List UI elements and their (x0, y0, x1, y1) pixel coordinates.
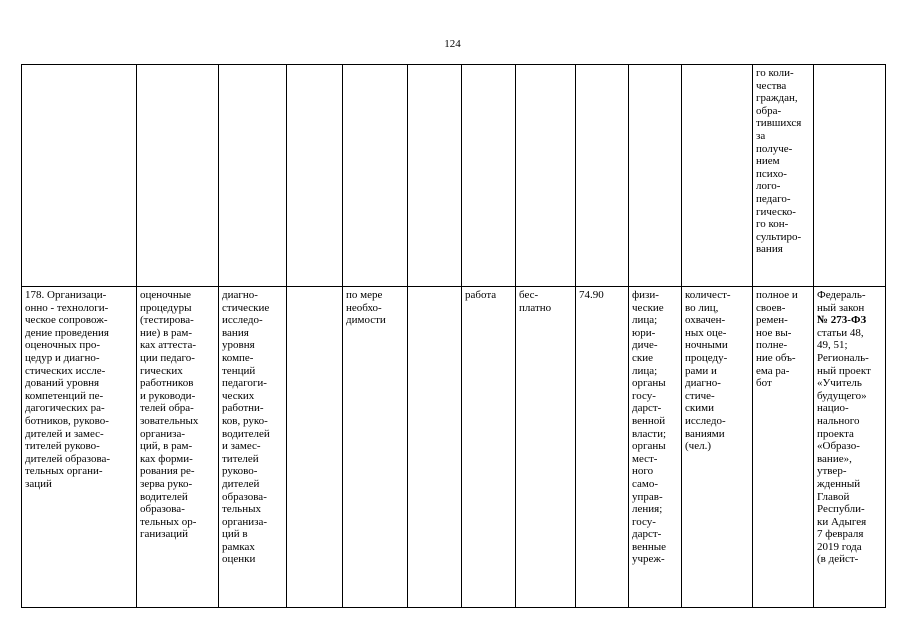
cell-text-line: Федераль- (817, 289, 866, 301)
cell-text-line: работни- (222, 402, 264, 415)
table-cell (814, 287, 886, 608)
cell-text-line: по мере (346, 289, 383, 301)
cell-text-line: будущего» (817, 389, 867, 402)
cell-text-line: ческое сопровож- (25, 314, 108, 327)
cell-text-line: физи- (632, 289, 659, 301)
table-cell (287, 65, 343, 287)
cell-text-line: чества (756, 79, 787, 92)
cell-text-line: психо- (756, 167, 787, 180)
document-table (21, 64, 886, 608)
table-cell (682, 65, 753, 287)
cell-text-line: заций (25, 477, 52, 490)
cell-text-line: платно (519, 301, 552, 314)
cell-text-line: утвер- (817, 465, 847, 478)
cell-text-line: ние) в рам- (140, 326, 193, 339)
cell-text-line: диче- (632, 339, 658, 352)
cell-text-line: дителей образова- (25, 452, 111, 465)
table-cell (814, 65, 886, 287)
cell-text-line: (тестирова- (140, 314, 194, 327)
cell-text-line: 49, 51; (817, 339, 848, 352)
table-cell (287, 287, 343, 608)
cell-text-line: оценочные (140, 289, 192, 301)
cell-text-line: ций в (222, 528, 248, 541)
cell-text-line: венные (632, 540, 667, 553)
cell-text-line: дителей (222, 477, 260, 490)
cell-text-line: водителей (222, 427, 270, 440)
cell-text-line: образова- (140, 503, 185, 516)
cell-text-line: сультиро- (756, 230, 802, 243)
table-cell (219, 287, 287, 608)
cell-text-line: работников (140, 377, 194, 390)
cell-text-line: нием (756, 155, 780, 168)
cell-text-line: ций, в рам- (140, 440, 193, 453)
cell-text-line: ремен- (756, 314, 788, 327)
cell-text-line: стические (222, 301, 270, 314)
cell-text-line: нального (817, 414, 860, 427)
table-cell (462, 287, 516, 608)
table-row (22, 65, 886, 287)
cell-text-line: стических иссле- (25, 364, 106, 377)
cell-text-line: и замес- (222, 440, 261, 453)
table-cell (516, 65, 576, 287)
cell-text-line: рамках (222, 540, 255, 553)
cell-text-line: управ- (632, 490, 663, 503)
cell-text-line: полное и (756, 289, 798, 301)
cell-text-line: органы (632, 377, 666, 390)
cell-text-line: педаго- (756, 192, 791, 205)
table-cell (22, 287, 137, 608)
cell-text-line: своев- (756, 301, 786, 314)
cell-text-line: Региональ- (817, 351, 869, 364)
cell-text-line: организа- (222, 515, 268, 528)
cell-text-line: организа- (140, 427, 186, 440)
cell-text-line: исследо- (222, 314, 263, 327)
cell-text-line: лица; (632, 364, 658, 377)
cell-text-line: ки Адыгея (817, 515, 867, 528)
cell-text-line: бот (756, 377, 772, 390)
cell-text-line: ческих (222, 389, 255, 402)
cell-text-line: количест- (685, 289, 731, 301)
cell-text-line: бес- (519, 289, 539, 301)
cell-text-line: 178. Организаци- (25, 289, 107, 301)
cell-text-line: органы (632, 440, 666, 453)
cell-text-line: 2019 года (817, 540, 862, 553)
cell-text-line: процедуры (140, 301, 192, 314)
cell-text-line: тельных (222, 503, 261, 516)
cell-text-line: рами и (685, 364, 717, 377)
cell-text-line: компетенций пе- (25, 389, 104, 402)
cell-text-line: необхо- (346, 301, 382, 314)
table-cell (408, 65, 462, 287)
cell-text-line: гическо- (756, 205, 796, 218)
cell-text-line: стиче- (685, 389, 715, 402)
cell-text-line: ках форми- (140, 452, 193, 465)
cell-text-line: (в дейст- (817, 553, 859, 566)
cell-text-line: зовательных (140, 414, 199, 427)
cell-text-line: ема ра- (756, 364, 790, 377)
cell-text-line: рования ре- (140, 465, 195, 478)
cell-text-line: исследо- (685, 414, 726, 427)
cell-text-line: проекта (817, 427, 854, 440)
cell-text-line: гических (140, 364, 183, 377)
cell-text-line: водителей (140, 490, 188, 503)
cell-text-line: охвачен- (685, 314, 726, 327)
cell-text-line: 7 февраля (817, 528, 864, 541)
table-cell (22, 65, 137, 287)
cell-text-line: го коли- (756, 67, 794, 79)
cell-text-line: дований уровня (25, 377, 100, 390)
table-cell (629, 65, 682, 287)
cell-text-line: тившихся (756, 117, 802, 130)
table-cell (137, 287, 219, 608)
cell-text-line: ный проект (817, 364, 871, 377)
table-cell (219, 65, 287, 287)
table-cell (516, 287, 576, 608)
cell-text-line: телей обра- (140, 402, 194, 415)
cell-text-line: ночными (685, 339, 728, 352)
cell-text-line: Главой (817, 490, 850, 503)
cell-text-line: педагоги- (222, 377, 267, 390)
cell-text-line: получе- (756, 142, 793, 155)
cell-text-line: лица; (632, 314, 658, 327)
table-cell (629, 287, 682, 608)
cell-text-line: полне- (756, 339, 788, 352)
cell-text-line: диагно- (685, 377, 721, 390)
cell-text-line: образова- (222, 490, 267, 503)
cell-text-line: ские (632, 351, 653, 364)
cell-text-line: вания (756, 243, 783, 256)
cell-text-line: процеду- (685, 351, 728, 364)
table-cell (137, 65, 219, 287)
cell-text-line: Республи- (817, 503, 865, 516)
cell-text-line: работа (465, 289, 497, 301)
cell-text-line: ботников, руково- (25, 414, 109, 427)
cell-text-line: уровня (222, 339, 255, 352)
table-cell (462, 65, 516, 287)
cell-text-line: госу- (632, 389, 656, 402)
cell-text-line: цедур и диагно- (25, 351, 100, 364)
cell-text-line: № 273-ФЗ (817, 314, 867, 327)
cell-text-line: юри- (632, 326, 656, 339)
cell-text-line: ках аттеста- (140, 339, 197, 352)
cell-text-line: ного (632, 465, 654, 478)
cell-text-line: руково- (222, 465, 258, 478)
cell-text-line: тельных ор- (140, 515, 197, 528)
cell-text-line: власти; (632, 427, 667, 440)
cell-text-line: лого- (756, 180, 781, 193)
table-cell (753, 287, 814, 608)
cell-text-line: во лиц, (685, 301, 719, 314)
cell-text-line: и руководи- (140, 389, 196, 402)
cell-text-line: само- (632, 477, 659, 490)
cell-text-line: ления; (632, 503, 663, 516)
table-cell (576, 65, 629, 287)
cell-text-line: госу- (632, 515, 656, 528)
cell-text-line: тителей (222, 452, 259, 465)
cell-text-line: мест- (632, 452, 658, 465)
cell-text-line: дение проведения (25, 326, 109, 339)
cell-text-line: «Образо- (817, 440, 860, 453)
table-row (22, 287, 886, 608)
cell-text-line: учреж- (632, 553, 665, 566)
cell-text-line: нацио- (817, 402, 849, 415)
cell-text-line: дагогических ра- (25, 402, 105, 415)
cell-text-line: 74.90 (579, 289, 604, 301)
cell-text-line: дителей и замес- (25, 427, 104, 440)
cell-text-line: обра- (756, 104, 782, 117)
cell-text-line: ных оце- (685, 326, 727, 339)
cell-text-line: тителей руково- (25, 440, 100, 453)
cell-text-line: ции педаго- (140, 351, 195, 364)
cell-text-line: ков, руко- (222, 414, 268, 427)
cell-text-line: ное вы- (756, 326, 792, 339)
cell-text-line: ние объ- (756, 351, 796, 364)
cell-text-line: тенций (222, 364, 256, 377)
cell-text-line: оценочных про- (25, 339, 100, 352)
cell-text-line: димости (346, 314, 386, 327)
cell-text-line: диагно- (222, 289, 258, 301)
cell-text-line: скими (685, 402, 714, 415)
table-cell (753, 65, 814, 287)
cell-text-line: вания (222, 326, 249, 339)
cell-text-line: ганизаций (140, 528, 189, 541)
cell-text-line: граждан, (756, 92, 798, 105)
table-cell (682, 287, 753, 608)
table-cell (408, 287, 462, 608)
cell-text-line: дарст- (632, 528, 662, 541)
cell-text-line: зерва руко- (140, 477, 193, 490)
table-cell (576, 287, 629, 608)
cell-text-line: статьи 48, (817, 326, 864, 339)
cell-text-line: (чел.) (685, 440, 711, 453)
cell-text-line: компе- (222, 351, 254, 364)
cell-text-line: за (756, 129, 766, 142)
cell-text-line: ваниями (685, 427, 725, 440)
cell-text-line: дарст- (632, 402, 662, 415)
cell-text-line: «Учитель (817, 377, 862, 390)
cell-text-line: оценки (222, 553, 256, 566)
cell-text-line: тельных органи- (25, 465, 103, 478)
table-cell (343, 287, 408, 608)
cell-text-line: вание», (817, 452, 852, 465)
page-number: 124 (444, 38, 461, 50)
cell-text-line: онно - технологи- (25, 301, 109, 314)
cell-text-line: жденный (817, 477, 861, 490)
cell-text-line: ческие (632, 301, 664, 314)
table-cell (343, 65, 408, 287)
cell-text-line: го кон- (756, 218, 789, 231)
cell-text-line: ный закон (817, 301, 865, 314)
cell-text-line: венной (632, 414, 666, 427)
